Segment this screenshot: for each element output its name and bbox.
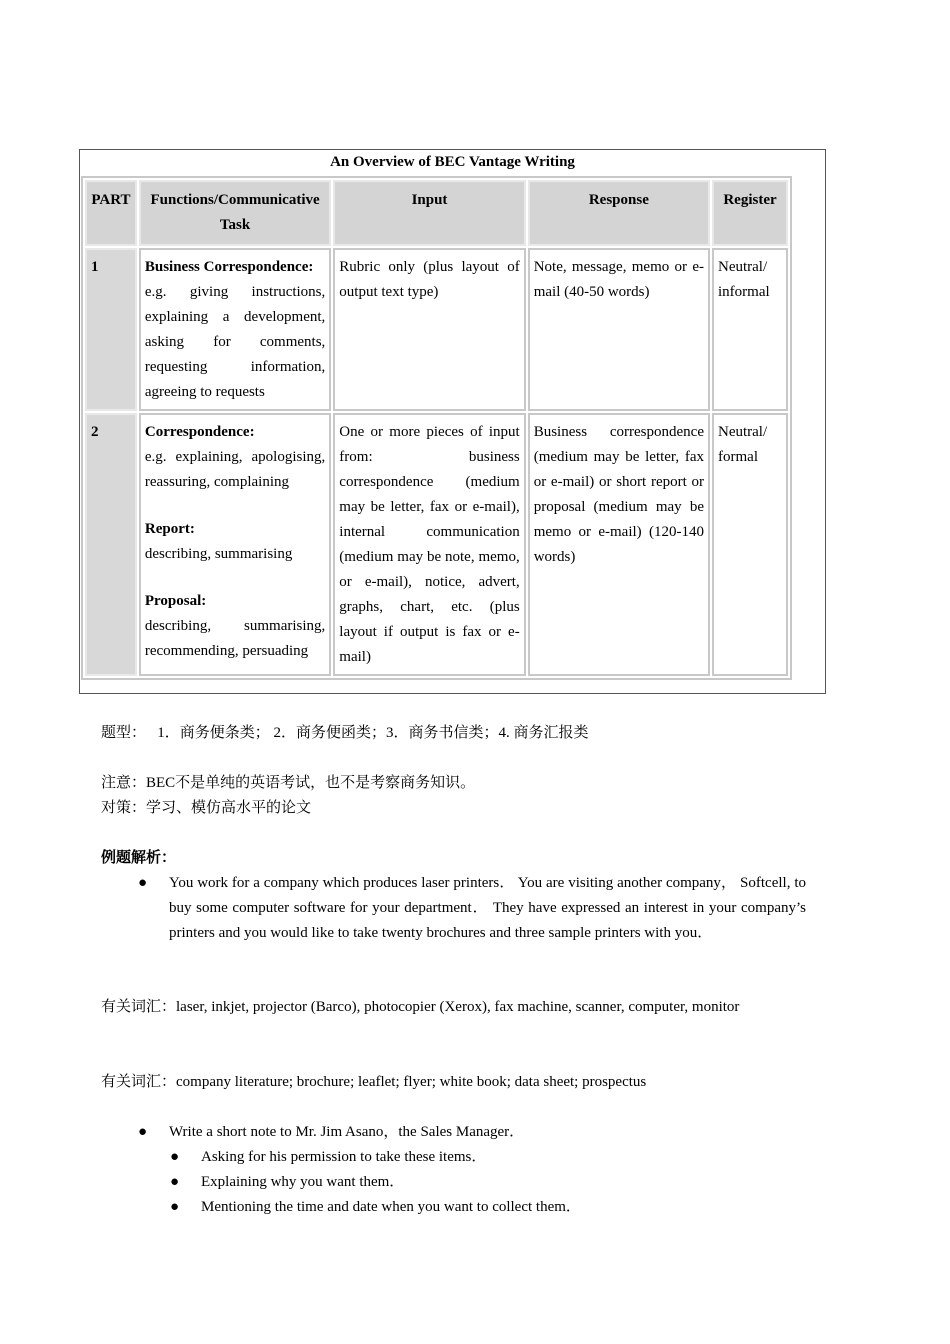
response-cell: Note, message, memo or e-mail (40-50 words) xyxy=(528,248,710,411)
task-heading: Proposal: xyxy=(144,593,207,609)
header-task: Functions/Communicative Task xyxy=(139,180,331,246)
task-cell xyxy=(139,413,331,676)
task-text: e.g. giving instructions, explaining a development, asking for comments, requesting information, agreeing to requests xyxy=(144,284,326,400)
input-cell: One or more pieces of input from: business correspondence (medium may be letter, fax or e-mail), internal communication (medium may be note, memo, or e-mail), notice, advert, graphs, chart, etc. (plus layout if output is fax or e-mail) xyxy=(333,413,525,676)
list-item xyxy=(101,1145,806,1170)
overview-table xyxy=(81,176,792,680)
overview-table-frame xyxy=(79,149,826,694)
register-cell: Neutral/ formal xyxy=(712,413,788,676)
part-cell: 1 xyxy=(85,248,137,411)
header-part: PART xyxy=(85,180,137,246)
header-input: Input xyxy=(333,180,525,246)
task-heading: Business Correspondence: xyxy=(144,259,314,275)
response-cell: Business correspondence (medium may be letter, fax or e-mail) or short report or proposal (medium may be memo or e-mail) (120-140 words) xyxy=(528,413,710,676)
task-point: Mentioning the time and date when you want to collect them． xyxy=(201,1199,581,1215)
task-point: Asking for his permission to take these items． xyxy=(201,1149,487,1165)
task-point: Explaining why you want them． xyxy=(201,1174,405,1190)
task-cell xyxy=(139,248,331,411)
bullet-icon: ● xyxy=(138,1124,148,1140)
list-item xyxy=(101,1195,806,1220)
task-text: describing, summarising, recommending, persuading xyxy=(144,618,326,659)
vocab-line-2: 有关词汇：company literature; brochure; leaflet; flyer; white book; data sheet; prospectus xyxy=(101,1074,647,1090)
task-text: e.g. explaining, apologising, reassuring, complaining xyxy=(144,449,326,490)
table-row xyxy=(85,248,788,411)
strategy-line: 对策：学习、模仿高水平的论文 xyxy=(101,800,312,816)
register-cell: Neutral/ informal xyxy=(712,248,788,411)
scenario-text: You work for a company which produces laser printers． You are visiting another company， Softcell, to buy some computer software for your department． They have expressed an interest in your company’s printers and you would like to take twenty brochures and three sample printers with you． xyxy=(169,875,806,941)
header-register: Register xyxy=(712,180,788,246)
bullet-icon: ● xyxy=(170,1174,180,1190)
table-row xyxy=(85,413,788,676)
task-heading: Correspondence: xyxy=(144,424,255,440)
bullet-icon: ● xyxy=(170,1199,180,1215)
task-intro: Write a short note to Mr. Jim Asano，the Sales Manager． xyxy=(169,1124,525,1140)
table-header-row xyxy=(85,180,788,246)
bullet-icon: ● xyxy=(170,1149,180,1165)
list-item xyxy=(101,1120,806,1145)
list-item xyxy=(101,1170,806,1195)
table-caption: An Overview of BEC Vantage Writing xyxy=(330,154,575,170)
question-types: 题型： 1．商务便条类； 2．商务便函类；3．商务书信类；4. 商务汇报类 xyxy=(101,725,589,741)
vocab-line-1: 有关词汇：laser, inkjet, projector (Barco), photocopier (Xerox), fax machine, scanner, computer, monitor xyxy=(101,999,740,1015)
input-cell: Rubric only (plus layout of output text type) xyxy=(333,248,525,411)
task-text: describing, summarising xyxy=(144,546,293,562)
note-line: 注意：BEC不是单纯的英语考试，也不是考察商务知识。 xyxy=(101,775,476,791)
bullet-icon: ● xyxy=(138,875,148,891)
part-cell: 2 xyxy=(85,413,137,676)
task-list xyxy=(101,1120,806,1220)
header-response: Response xyxy=(528,180,710,246)
example-heading: 例题解析： xyxy=(101,850,177,866)
scenario-bullet xyxy=(101,871,806,946)
task-heading: Report: xyxy=(144,521,195,537)
